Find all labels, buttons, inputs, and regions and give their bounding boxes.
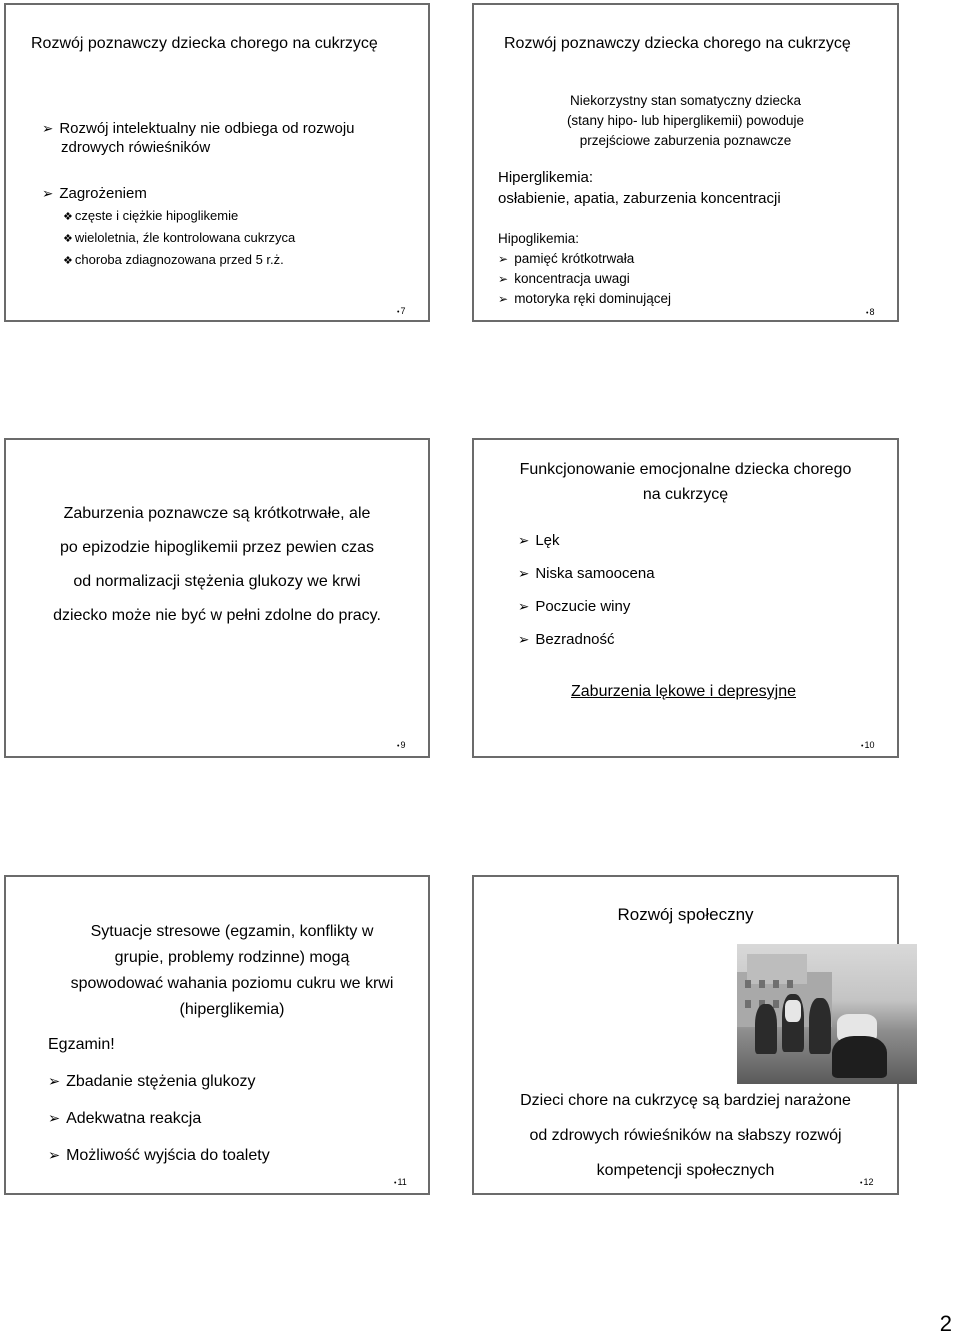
sub-bullet [63,208,238,223]
text-line: Zaburzenia poznawcze są krótkotrwałe, ale [63,505,371,522]
hypo-item [498,271,630,286]
sub-bullet [63,230,295,245]
intro-line: Niekorzystny stan somatyczny dziecka [569,93,802,108]
hypo-item-text: pamięć krótkotrwała [514,251,635,266]
exam-item-text: Możliwość wyjścia do toalety [66,1147,270,1164]
slide-title: Rozwój społeczny [617,905,754,924]
photo-person-shirt [785,1000,801,1022]
slide-10 [472,438,899,758]
exam-item [48,1110,201,1128]
slide-number: • 9 [397,740,405,750]
bullet-continuation: zdrowych rówieśników [61,139,211,156]
photo-window [773,1000,779,1008]
slide-number: • 8 [866,307,874,317]
hypo-item [498,251,634,266]
exam-item-text: Zbadanie stężenia glukozy [66,1073,256,1090]
sub-bullet-text: częste i ciężkie hipoglikemie [74,208,239,223]
title-line: na cukrzycę [642,486,729,503]
sub-bullet [63,252,284,267]
text-line: Sytuacje stresowe (egzamin, konflikty w [90,923,374,940]
slide-title: Rozwój poznawczy dziecka chorego na cukrzycę [504,35,851,52]
bullet-text: Rozwój intelektualny nie odbiega od rozwoju [59,120,355,137]
photo-window [759,980,765,988]
text-line: Dzieci chore na cukrzycę są bardziej narażone [520,1092,851,1109]
slide-11 [4,875,430,1195]
slide-text [6,497,428,633]
photo-window [787,980,793,988]
exam-item [48,1073,256,1091]
text-line: (hiperglikemia) [179,1001,285,1018]
bullet [42,120,355,137]
bullet-text: Zagrożeniem [59,185,147,202]
hyper-title: Hiperglikemia: [498,169,594,186]
slide-number: • 7 [397,306,405,316]
slide-7 [4,3,430,322]
text-line: grupie, problemy rodzinne) mogą [114,949,350,966]
emotion-item [518,631,615,648]
photo-window [745,1000,751,1008]
intro-text [474,91,897,151]
title-line: Funkcjonowanie emocjonalne dziecka chorego [519,461,852,478]
bullet [42,185,147,202]
sub-bullet-text: choroba zdiagnozowana przed 5 r.ż. [74,252,284,267]
emotion-item-text: Poczucie winy [535,598,631,615]
exam-item-text: Adekwatna reakcja [66,1110,202,1127]
slide-number: • 11 [394,1177,407,1187]
text-line: od normalizacji stężenia glukozy we krwi [73,573,361,590]
text-line: kompetencji społecznych [596,1162,775,1179]
photo-person [755,1004,777,1054]
exam-item [48,1147,270,1165]
hypo-item-text: koncentracja uwagi [514,271,630,286]
page-number: 2 [939,1311,952,1336]
footer-text: Zaburzenia lękowe i depresyjne [571,683,797,700]
slide-12 [472,875,899,1195]
sub-bullet-text: wieloletnia, źle kontrolowana cukrzyca [74,230,296,245]
hyper-text: osłabienie, apatia, zaburzenia koncentracji [498,190,781,207]
slide-9 [4,438,430,758]
photo-person [832,1036,887,1078]
emotion-item [518,565,655,582]
hypo-item-text: motoryka ręki dominującej [514,291,671,306]
text-line: po epizodzie hipoglikemii przez pewien czas [60,539,374,556]
emotion-item [518,532,560,549]
emotion-item [518,598,630,615]
exam-label: Egzamin! [48,1036,115,1053]
photo-window [773,980,779,988]
intro-line: (stany hipo- lub hiperglikemii) powoduje [566,113,805,128]
slide-title [474,457,897,507]
emotion-item-text: Lęk [535,532,560,549]
intro-line: przejściowe zaburzenia poznawcze [579,133,792,148]
photo-person [809,998,831,1054]
text-line: dziecko może nie być w pełni zdolne do pracy. [53,607,381,624]
text-line: od zdrowych rówieśników na słabszy rozwój [529,1127,842,1144]
slide-8 [472,3,899,322]
text-line: spowodować wahania poziomu cukru we krwi [70,975,394,992]
students-photo [737,944,917,1084]
hypo-item [498,291,671,306]
slide-number: • 12 [860,1177,873,1187]
hypo-title: Hipoglikemia: [498,231,580,246]
slide-number: • 10 [861,740,874,750]
emotion-item-text: Niska samoocena [535,565,655,582]
emotion-item-text: Bezradność [535,631,615,648]
slide-text [474,1083,897,1188]
slide-title: Rozwój poznawczy dziecka chorego na cukrzycę [31,35,378,52]
slide-text [6,919,458,1023]
photo-window [745,980,751,988]
